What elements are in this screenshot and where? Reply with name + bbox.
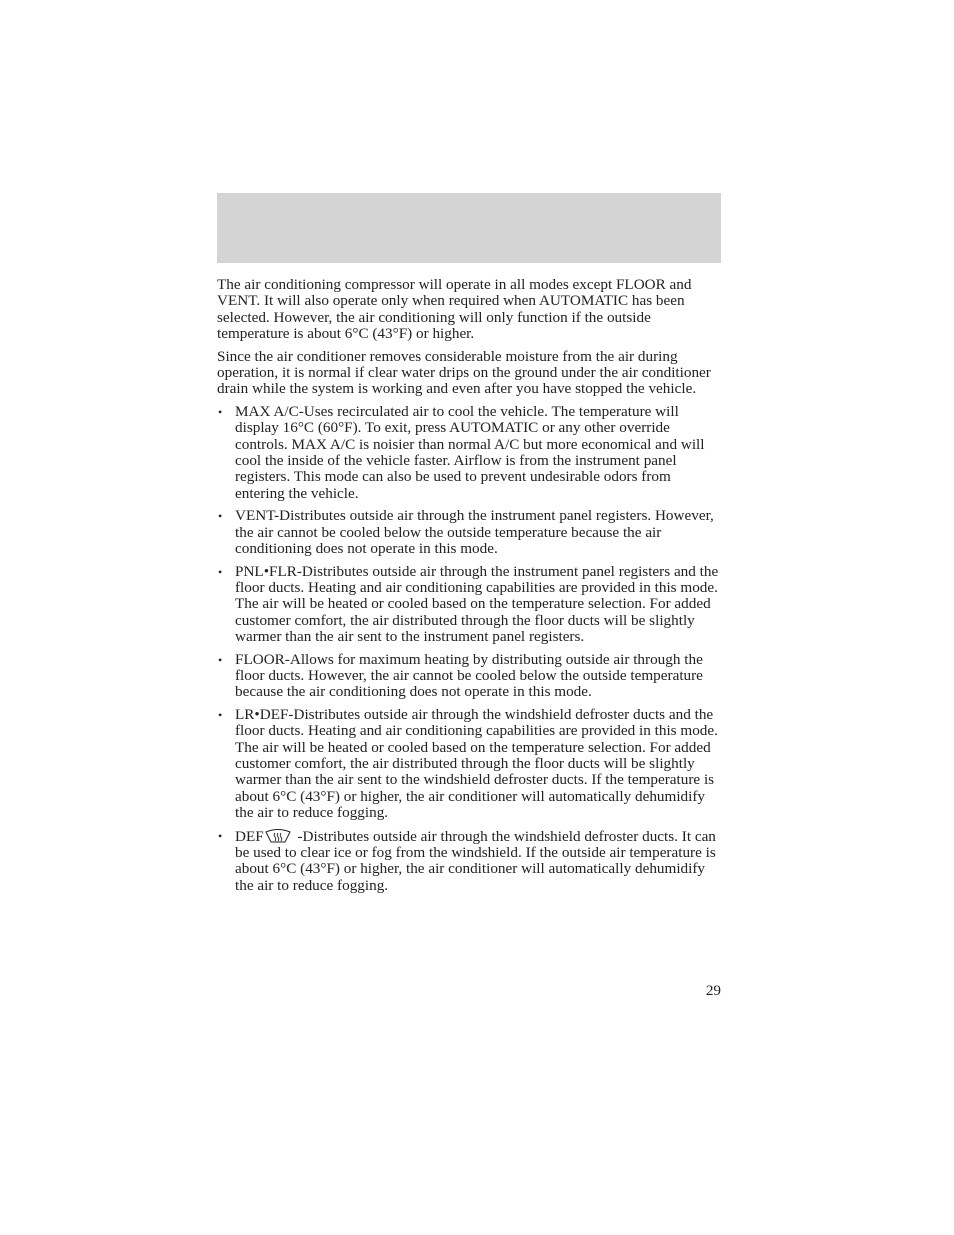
mode-label-def: DEF [235, 827, 264, 845]
mode-item-floor [217, 652, 723, 701]
bullet-icon: • [218, 509, 223, 524]
bullet-icon: • [218, 404, 223, 419]
mode-list [217, 404, 723, 894]
intro-paragraph-compressor: The air conditioning compressor will operate in all modes except FLOOR and VENT. It will also operate only when required when AUTOMATIC has been selected. However, the air conditioning will only function if the outside temperature is about 6°C (43°F) or higher. [217, 276, 692, 343]
mode-item-pnl-flr [217, 564, 723, 646]
mode-text-lr-def: LR•DEF-Distributes outside air through the windshield defroster ducts and the floor ducts. Heating and air conditioning capabilities are provided in this mode. The air will be heated or cooled based on the temperature selection. For added customer comfort, the air distributed through the floor ducts will be slightly warmer than the air sent to the windshield defroster ducts. If the temperature is about 6°C (43°F) or higher, the air conditioner will automatically dehumidify the air to reduce fogging. [235, 705, 718, 822]
mode-text-def: -Distributes outside air through the windshield defroster ducts. It can be used to clear ice or fog from the windshield. If the outside air temperature is about 6°C (43°F) or higher, the air conditioner will automatically dehumidify the air to reduce fogging. [235, 827, 716, 894]
bullet-icon: • [218, 564, 223, 579]
manual-body [217, 277, 723, 900]
bullet-icon: • [218, 828, 223, 843]
mode-item-vent [217, 508, 723, 557]
mode-item-def [217, 828, 723, 895]
section-header-band [217, 193, 721, 263]
intro-paragraph-moisture: Since the air conditioner removes considerable moisture from the air during operation, it is normal if clear water drips on the ground under the air conditioner drain while the system is working and even after you have stopped the vehicle. [217, 347, 711, 398]
windshield-defrost-icon [265, 828, 291, 843]
mode-text-vent: VENT-Distributes outside air through the instrument panel registers. However, the air cannot be cooled below the outside temperature because the air conditioning does not operate in this mode. [235, 507, 714, 558]
mode-text-floor: FLOOR-Allows for maximum heating by distributing outside air through the floor ducts. However, the air cannot be cooled below the outside temperature because the air conditioning does not operate in this mode. [235, 650, 703, 701]
mode-item-max-ac [217, 404, 723, 502]
bullet-icon: • [218, 707, 223, 722]
mode-item-lr-def [217, 707, 723, 822]
mode-text-max-ac: MAX A/C-Uses recirculated air to cool the vehicle. The temperature will display 16°C (60°F). To exit, press AUTOMATIC or any other override controls. MAX A/C is noisier than normal A/C but more economical and will cool the inside of the vehicle faster. Airflow is from the instrument panel registers. This mode can also be used to prevent undesirable odors from entering the vehicle. [235, 402, 705, 502]
bullet-icon: • [218, 652, 223, 667]
page-number: 29 [705, 982, 721, 999]
mode-text-pnl-flr: PNL•FLR-Distributes outside air through the instrument panel registers and the floor ducts. Heating and air conditioning capabilities are provided in this mode. The air will be heated or cooled based on the temperature selection. For added customer comfort, the air distributed through the floor ducts will be slightly warmer than the air sent to the instrument panel registers. [235, 562, 719, 646]
